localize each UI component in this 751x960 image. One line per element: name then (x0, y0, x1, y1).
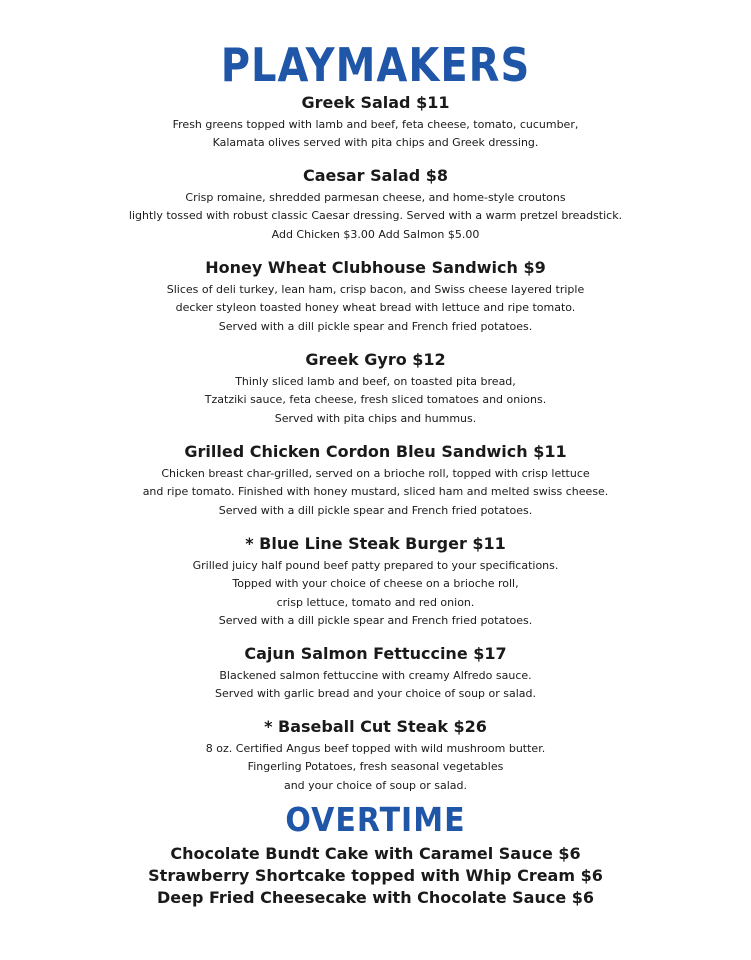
item-name: Greek Salad $11 (301, 93, 450, 112)
item-description: lightly tossed with robust classic Caesar dressing. Served with a warm pretzel breadstick. (128, 209, 623, 223)
item-description: decker styleon toasted honey wheat bread with lettuce and ripe tomato. (175, 301, 576, 315)
item-description: Slices of deli turkey, lean ham, crisp bacon, and Swiss cheese layered triple (166, 283, 585, 296)
item-name: Grilled Chicken Cordon Bleu Sandwich $11 (184, 442, 567, 461)
item-name: Greek Gyro $12 (305, 350, 446, 369)
item-name: * Baseball Cut Steak $26 (264, 717, 487, 736)
dessert-item: Deep Fried Cheesecake with Chocolate Sauce $6 (157, 888, 594, 907)
item-description: Served with a dill pickle spear and French fried potatoes. (218, 319, 533, 333)
dessert-section-title: OVERTIME (285, 801, 466, 840)
item-description: Grilled juicy half pound beef patty prepared to your specifications. (192, 559, 559, 572)
item-description: Crisp romaine, shredded parmesan cheese, and home-style croutons (185, 191, 566, 204)
item-description: crisp lettuce, tomato and red onion. (276, 595, 475, 609)
item-description: Served with a dill pickle spear and French fried potatoes. (218, 613, 533, 627)
menu-item-steak-burger (0, 533, 751, 630)
item-name: Cajun Salmon Fettuccine $17 (244, 644, 507, 663)
item-description: Chicken breast char-grilled, served on a brioche roll, topped with crisp lettuce (161, 467, 590, 480)
item-description: Topped with your choice of cheese on a brioche roll, (232, 577, 519, 591)
item-name: Caesar Salad $8 (302, 166, 449, 185)
dessert-item: Chocolate Bundt Cake with Caramel Sauce $6 (170, 844, 581, 863)
item-description: Served with garlic bread and your choice of soup or salad. (214, 687, 537, 701)
menu-item-cordon-bleu (0, 441, 751, 520)
dessert-item: Strawberry Shortcake topped with Whip Cream $6 (148, 866, 603, 885)
item-description: Thinly sliced lamb and beef, on toasted pita bread, (235, 375, 516, 388)
menu-item-greek-salad (0, 92, 751, 153)
item-description: Served with pita chips and hummus. (274, 411, 477, 425)
item-description: Kalamata olives served with pita chips and Greek dressing. (212, 136, 539, 150)
item-description: Served with a dill pickle spear and French fried potatoes. (218, 503, 533, 517)
menu-title: PLAYMAKERS (220, 39, 531, 93)
menu-item-caesar-salad (0, 165, 751, 244)
item-description: Tzatziki sauce, feta cheese, fresh sliced tomatoes and onions. (204, 393, 547, 407)
item-name: Honey Wheat Clubhouse Sandwich $9 (205, 258, 546, 277)
item-name: * Blue Line Steak Burger $11 (245, 534, 506, 553)
item-description: 8 oz. Certified Angus beef topped with wild mushroom butter. (205, 742, 546, 755)
item-description: and ripe tomato. Finished with honey mustard, sliced ham and melted swiss cheese. (142, 485, 609, 499)
menu-item-baseball-steak (0, 716, 751, 795)
item-description: Fingerling Potatoes, fresh seasonal vegetables (247, 760, 504, 774)
menu-item-clubhouse-sandwich (0, 257, 751, 336)
item-description: and your choice of soup or salad. (283, 778, 468, 792)
menu-item-salmon-fettuccine (0, 643, 751, 704)
item-description: Blackened salmon fettuccine with creamy Alfredo sauce. (219, 669, 532, 682)
menu-item-greek-gyro (0, 349, 751, 428)
item-description: Add Chicken $3.00 Add Salmon $5.00 (271, 227, 480, 241)
item-description: Fresh greens topped with lamb and beef, feta cheese, tomato, cucumber, (172, 118, 579, 131)
